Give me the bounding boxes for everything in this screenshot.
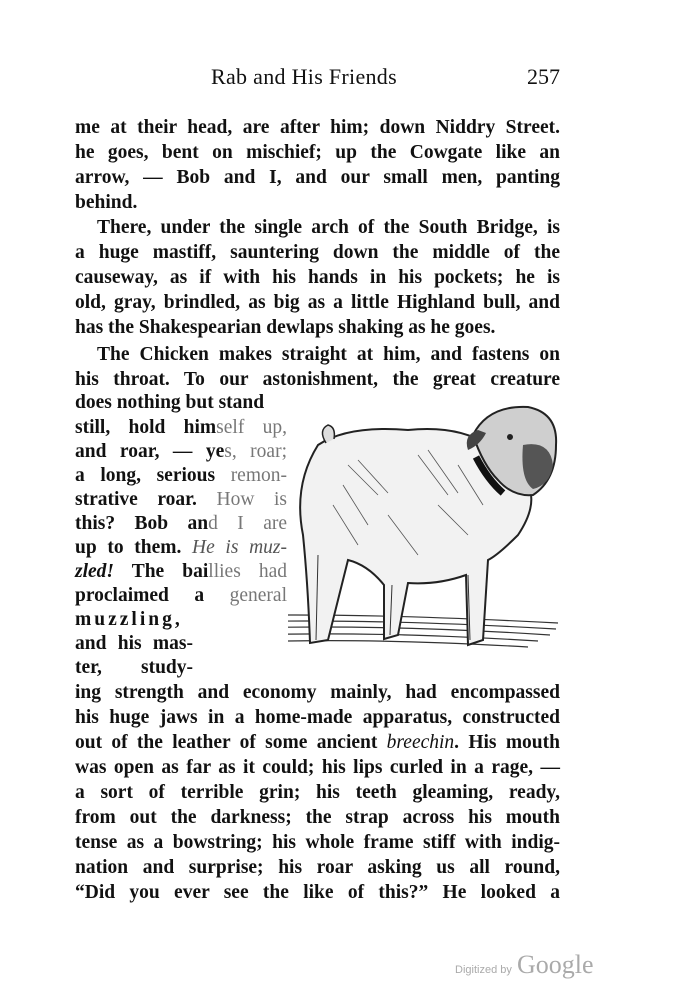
text-line: a huge mastiff, sauntering down the middle of the bbox=[75, 242, 560, 263]
text-line: strative roar. How is bbox=[75, 489, 287, 510]
text-line: still, hold himself up, bbox=[75, 417, 287, 438]
text-line: has the Shakespearian dewlaps shaking as he goes. bbox=[75, 317, 496, 338]
text-line: me at their head, are after him; down Niddry Street. bbox=[75, 117, 560, 138]
text-line: causeway, as if with his hands in his pockets; he is bbox=[75, 267, 560, 288]
text-line: his throat. To our astonishment, the great creature bbox=[75, 369, 560, 390]
text-line: arrow, — Bob and I, and our small men, panting bbox=[75, 167, 560, 188]
running-head bbox=[75, 64, 560, 94]
text-line: and his mas- bbox=[75, 633, 193, 654]
text-line: his huge jaws in a home-made apparatus, constructed bbox=[75, 707, 560, 728]
text-line: muzzling, bbox=[75, 609, 183, 630]
running-title: Rab and His Friends bbox=[211, 64, 397, 89]
digitized-label: Digitized by bbox=[455, 964, 512, 976]
text-line: and roar, — yes, roar; bbox=[75, 441, 287, 462]
digitized-by-google-watermark bbox=[455, 950, 625, 980]
text-line: proclaimed a general bbox=[75, 585, 287, 606]
text-line: ing strength and economy mainly, had encompassed bbox=[75, 682, 560, 703]
text-line: does nothing but stand bbox=[75, 392, 265, 413]
text-line: up to them. He is muz- bbox=[75, 537, 287, 558]
text-line: this? Bob and I are bbox=[75, 513, 287, 534]
text-line: he goes, bent on mischief; up the Cowgate like an bbox=[75, 142, 560, 163]
paragraph-start: There, under the single arch of the South Bridge, is bbox=[97, 217, 560, 238]
google-logo: Google bbox=[517, 950, 594, 979]
text-line: zled! The baillies had bbox=[75, 561, 288, 582]
text-line: was open as far as it could; his lips curled in a rage, — bbox=[75, 757, 560, 778]
text-line: “Did you ever see the like of this?” He looked a bbox=[75, 882, 560, 903]
text-line: old, gray, brindled, as big as a little Highland bull, and bbox=[75, 292, 560, 313]
text-line: from out the darkness; the strap across his mouth bbox=[75, 807, 560, 828]
dog-icon bbox=[288, 385, 568, 670]
text-line: ter, study- bbox=[75, 657, 193, 678]
mastiff-illustration bbox=[288, 385, 568, 670]
paragraph-start: The Chicken makes straight at him, and fastens on bbox=[97, 344, 560, 365]
text-line: a long, serious remon- bbox=[75, 465, 287, 486]
text-line: a sort of terrible grin; his teeth gleaming, ready, bbox=[75, 782, 560, 803]
text-line: nation and surprise; his roar asking us all round, bbox=[75, 857, 560, 878]
text-line: tense as a bowstring; his whole frame stiff with indig- bbox=[75, 832, 560, 853]
text-line: out of the leather of some ancient breechin. His mouth bbox=[75, 732, 560, 753]
page-number: 257 bbox=[527, 64, 560, 89]
text-line: behind. bbox=[75, 192, 138, 213]
